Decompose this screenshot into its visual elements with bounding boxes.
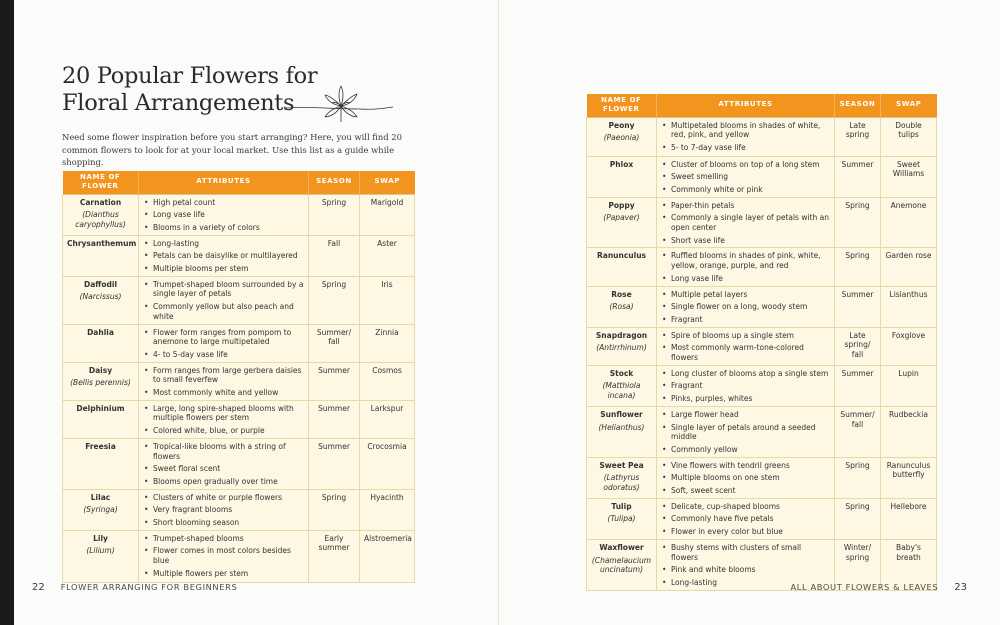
flower-name-cell	[587, 498, 657, 539]
flower-name-cell	[63, 400, 139, 438]
table-row	[63, 362, 415, 400]
attribute-item: • Delicate, cup-shaped blooms	[661, 502, 830, 512]
running-title-right: ALL ABOUT FLOWERS & LEAVES	[790, 582, 939, 592]
swap-cell: Iris	[360, 276, 415, 324]
swap-cell: Zinnia	[360, 324, 415, 362]
flower-name: Poppy	[608, 200, 635, 210]
page-title-line-2: Floral Arrangements	[62, 90, 295, 116]
flower-name: Sweet Pea	[599, 460, 644, 470]
attribute-item: • Most commonly warm-tone-colored flowers	[661, 343, 830, 362]
flowers-table-right	[586, 94, 937, 591]
attributes-list	[143, 280, 304, 322]
season-cell: Summer	[309, 362, 360, 400]
season-cell: Late spring	[835, 117, 881, 156]
flower-name-cell	[587, 156, 657, 197]
attribute-item: • Multiple blooms per stem	[143, 264, 304, 274]
attributes-list	[661, 410, 830, 455]
swap-cell: Lupin	[881, 365, 937, 406]
season-cell: Spring	[309, 276, 360, 324]
season-cell: Summer	[309, 400, 360, 438]
attributes-cell	[139, 530, 309, 582]
attribute-item: • Long vase life	[143, 210, 304, 220]
attributes-cell	[139, 489, 309, 530]
attribute-item: • High petal count	[143, 198, 304, 208]
season-cell: Summer	[835, 156, 881, 197]
attribute-item: • Fragrant	[661, 315, 830, 325]
attribute-item: • Commonly have five petals	[661, 514, 830, 524]
flower-latin-name: (Tulipa)	[607, 514, 636, 524]
flower-name-cell	[63, 324, 139, 362]
flower-name: Sunflower	[600, 409, 643, 419]
attribute-item: • Commonly a single layer of petals with an open center	[661, 213, 830, 232]
table-row	[587, 406, 937, 457]
attribute-item: • Blooms open gradually over time	[143, 477, 304, 487]
swap-cell: Aster	[360, 235, 415, 276]
attributes-cell	[657, 498, 835, 539]
attributes-list	[143, 534, 304, 579]
table-row	[587, 457, 937, 498]
season-cell: Spring	[835, 197, 881, 248]
season-cell: Spring	[835, 457, 881, 498]
flower-name: Ranunculus	[596, 251, 646, 261]
attribute-item: • Colored white, blue, or purple	[143, 426, 304, 436]
page-title-line-1: 20 Popular Flowers for	[62, 63, 318, 89]
attributes-list	[661, 290, 830, 325]
flower-name-cell	[587, 286, 657, 327]
attribute-item: • Blooms in a variety of colors	[143, 223, 304, 233]
season-cell: Spring	[309, 194, 360, 235]
table-row	[63, 324, 415, 362]
flower-name: Stock	[609, 368, 634, 378]
table-row	[587, 156, 937, 197]
table-row	[63, 235, 415, 276]
table-row	[63, 194, 415, 235]
flower-name: Chrysanthemum	[67, 238, 137, 248]
swap-cell: Hellebore	[881, 498, 937, 539]
attribute-item: • Spire of blooms up a single stem	[661, 331, 830, 341]
flower-latin-name: (Dianthus caryophyllus)	[75, 210, 126, 229]
attributes-cell	[139, 362, 309, 400]
attributes-list	[143, 493, 304, 528]
season-cell: Spring	[309, 489, 360, 530]
attributes-list	[661, 251, 830, 283]
flower-name: Delphinium	[76, 403, 125, 413]
flower-name: Rose	[611, 289, 632, 299]
intro-paragraph: Need some flower inspiration before you start arranging? Here, you will find 20 common flowers to look for at your local market. Use this list as a guide while shopping.	[62, 132, 402, 167]
attributes-list	[661, 502, 830, 537]
attributes-list	[661, 201, 830, 246]
season-cell: Spring	[835, 498, 881, 539]
flower-name-cell	[587, 457, 657, 498]
flower-name-cell	[63, 530, 139, 582]
flower-latin-name: (Narcissus)	[79, 292, 122, 302]
flower-name-cell	[587, 117, 657, 156]
table-row	[587, 498, 937, 539]
flower-name: Dahlia	[87, 327, 114, 337]
footer-right	[791, 582, 967, 593]
header-name-of-flower: NAME OF FLOWER	[63, 171, 139, 194]
attribute-item: • Commonly white or pink	[661, 185, 830, 195]
table-row	[63, 276, 415, 324]
attribute-item: • Commonly yellow but also peach and white	[143, 302, 304, 321]
attribute-item: • Soft, sweet scent	[661, 486, 830, 496]
swap-cell: Alstroemeria	[360, 530, 415, 582]
flower-name-cell	[63, 235, 139, 276]
attribute-item: • Cluster of blooms on top of a long stem	[661, 160, 830, 170]
swap-cell: Lisianthus	[881, 286, 937, 327]
attributes-list	[661, 331, 830, 363]
attribute-item: • Sweet smelling	[661, 172, 830, 182]
swap-cell: Hyacinth	[360, 489, 415, 530]
page-number-left: 22	[32, 582, 45, 593]
flower-name: Peony	[608, 120, 635, 130]
attributes-cell	[657, 286, 835, 327]
header-season: SEASON	[309, 171, 360, 194]
attribute-item: • Commonly yellow	[661, 445, 830, 455]
page-title	[62, 63, 317, 117]
attribute-item: • Short vase life	[661, 236, 830, 246]
attributes-cell	[139, 235, 309, 276]
flower-name-cell	[63, 438, 139, 489]
attributes-list	[143, 404, 304, 436]
swap-cell: Double tulips	[881, 117, 937, 156]
attribute-item: • Tropical-like blooms with a string of flowers	[143, 442, 304, 461]
flower-latin-name: (Rosa)	[609, 302, 634, 312]
swap-cell: Cosmos	[360, 362, 415, 400]
flower-latin-name: (Antirrhinum)	[596, 343, 647, 353]
flower-name-cell	[587, 197, 657, 248]
table-row	[587, 248, 937, 286]
header-attributes: ATTRIBUTES	[657, 94, 835, 117]
attribute-item: • Multipetaled blooms in shades of white, red, pink, and yellow	[661, 121, 830, 140]
flower-name: Lilac	[90, 492, 111, 502]
flowers-table-left	[62, 171, 415, 583]
flower-name: Carnation	[79, 197, 122, 207]
header-name-of-flower: NAME OF FLOWER	[587, 94, 657, 117]
footer-left	[32, 582, 237, 593]
attribute-item: • Petals can be daisylike or multilayered	[143, 251, 304, 261]
swap-cell: Crocosmia	[360, 438, 415, 489]
attribute-item: • Ruffled blooms in shades of pink, white, yellow, orange, purple, and red	[661, 251, 830, 270]
flower-name-cell	[587, 327, 657, 365]
attribute-item: • Long cluster of blooms atop a single stem	[661, 369, 830, 379]
attributes-cell	[657, 156, 835, 197]
season-cell: Summer	[309, 438, 360, 489]
attribute-item: • Single layer of petals around a seeded middle	[661, 423, 830, 442]
flower-latin-name: (Lilium)	[86, 546, 115, 556]
attributes-list	[661, 369, 830, 404]
season-cell: Late spring/ fall	[835, 327, 881, 365]
flowers-table-left-body	[63, 194, 415, 582]
attribute-item: • Most commonly white and yellow	[143, 388, 304, 398]
season-cell: Early summer	[309, 530, 360, 582]
attributes-cell	[657, 197, 835, 248]
flower-latin-name: (Syringa)	[83, 505, 118, 515]
attribute-item: • Large flower head	[661, 410, 830, 420]
attribute-item: • Clusters of white or purple flowers	[143, 493, 304, 503]
attribute-item: • Trumpet-shaped bloom surrounded by a single layer of petals	[143, 280, 304, 299]
attribute-item: • Long-lasting	[661, 578, 830, 588]
header-attributes: ATTRIBUTES	[139, 171, 309, 194]
table-row	[587, 327, 937, 365]
swap-cell: Larkspur	[360, 400, 415, 438]
table-row	[587, 365, 937, 406]
attribute-item: • Bushy stems with clusters of small flowers	[661, 543, 830, 562]
attribute-item: • Form ranges from large gerbera daisies to small feverfew	[143, 366, 304, 385]
swap-cell: Sweet Williams	[881, 156, 937, 197]
attribute-item: • 5- to 7-day vase life	[661, 143, 830, 153]
flower-name: Phlox	[609, 159, 634, 169]
flower-latin-name: (Matthiola incana)	[602, 381, 641, 401]
season-cell: Summer	[835, 286, 881, 327]
attribute-item: • Pinks, purples, whites	[661, 394, 830, 404]
attributes-list	[661, 461, 830, 496]
swap-cell: Garden rose	[881, 248, 937, 286]
flower-latin-name: (Helianthus)	[598, 422, 645, 432]
running-title-left: FLOWER ARRANGING FOR BEGINNERS	[60, 582, 238, 592]
table-row	[587, 286, 937, 327]
flower-latin-name: (Bellis perennis)	[70, 378, 131, 388]
flower-name: Waxflower	[599, 542, 644, 552]
swap-cell: Rudbeckia	[881, 406, 937, 457]
table-row	[587, 197, 937, 248]
flower-name-cell	[63, 362, 139, 400]
flower-name: Lily	[93, 533, 108, 543]
attributes-cell	[657, 248, 835, 286]
swap-cell: Ranunculus butterfly	[881, 457, 937, 498]
season-cell: Spring	[835, 248, 881, 286]
header-swap: SWAP	[360, 171, 415, 194]
flower-name: Daisy	[88, 365, 113, 375]
flower-line-drawing-icon	[285, 84, 395, 124]
attributes-cell	[657, 406, 835, 457]
attribute-item: • Long-lasting	[143, 239, 304, 249]
season-cell: Summer/ fall	[835, 406, 881, 457]
attribute-item: • Short blooming season	[143, 518, 304, 528]
attribute-item: • Pink and white blooms	[661, 565, 830, 575]
attribute-item: • Multiple blooms on one stem	[661, 473, 830, 483]
attributes-list	[143, 366, 304, 398]
flower-latin-name: (Lathyrus odoratus)	[603, 473, 640, 493]
season-cell: Winter/ spring	[835, 539, 881, 590]
attributes-list	[143, 198, 304, 233]
flower-latin-name: (Paeonia)	[603, 133, 640, 143]
flower-name-cell	[587, 365, 657, 406]
attributes-cell	[139, 276, 309, 324]
header-season: SEASON	[835, 94, 881, 117]
season-cell: Summer	[835, 365, 881, 406]
attribute-item: • Long vase life	[661, 274, 830, 284]
page-number-right: 23	[954, 582, 967, 593]
flower-name: Snapdragon	[595, 330, 648, 340]
flower-name: Tulip	[611, 501, 632, 511]
table-row	[63, 489, 415, 530]
attribute-item: • Trumpet-shaped blooms	[143, 534, 304, 544]
attribute-item: • Multiple petal layers	[661, 290, 830, 300]
page-spine	[498, 0, 499, 625]
attribute-item: • Vine flowers with tendril greens	[661, 461, 830, 471]
swap-cell: Anemone	[881, 197, 937, 248]
flower-name-cell	[63, 276, 139, 324]
flower-latin-name: (Papaver)	[603, 213, 640, 223]
flower-name: Freesia	[85, 441, 116, 451]
attributes-list	[661, 160, 830, 195]
attributes-list	[143, 442, 304, 487]
swap-cell: Marigold	[360, 194, 415, 235]
attributes-cell	[139, 438, 309, 489]
attribute-item: • Multiple flowers per stem	[143, 569, 304, 579]
attribute-item: • Fragrant	[661, 381, 830, 391]
attributes-cell	[657, 365, 835, 406]
attributes-list	[661, 121, 830, 153]
attributes-cell	[657, 117, 835, 156]
table-row	[63, 400, 415, 438]
attributes-cell	[139, 194, 309, 235]
attributes-cell	[657, 457, 835, 498]
swap-cell: Baby's breath	[881, 539, 937, 590]
page-edge	[0, 0, 14, 625]
flower-latin-name: (Chamelaucium uncinatum)	[591, 555, 652, 575]
attribute-item: • Flower form ranges from pompom to anemone to large multipetaled	[143, 328, 304, 347]
attribute-item: • Very fragrant blooms	[143, 505, 304, 515]
attributes-cell	[139, 324, 309, 362]
attribute-item: • Single flower on a long, woody stem	[661, 302, 830, 312]
attribute-item: • Paper-thin petals	[661, 201, 830, 211]
flower-name: Daffodil	[83, 279, 118, 289]
flower-name-cell	[587, 406, 657, 457]
table-row	[63, 530, 415, 582]
swap-cell: Foxglove	[881, 327, 937, 365]
flower-name-cell	[63, 194, 139, 235]
season-cell: Summer/ fall	[309, 324, 360, 362]
attributes-list	[143, 239, 304, 274]
table-header-row	[63, 171, 415, 194]
table-row	[587, 117, 937, 156]
flowers-table-right-body	[587, 117, 937, 590]
attribute-item: • Large, long spire-shaped blooms with multiple flowers per stem	[143, 404, 304, 423]
table-header-row	[587, 94, 937, 117]
table-row	[63, 438, 415, 489]
attribute-item: • Flower in every color but blue	[661, 527, 830, 537]
flower-name-cell	[587, 248, 657, 286]
attributes-list	[661, 543, 830, 588]
attribute-item: • Flower comes in most colors besides blue	[143, 546, 304, 565]
season-cell: Fall	[309, 235, 360, 276]
attribute-item: • 4- to 5-day vase life	[143, 350, 304, 360]
attributes-cell	[139, 400, 309, 438]
attributes-list	[143, 328, 304, 360]
attribute-item: • Sweet floral scent	[143, 464, 304, 474]
attributes-cell	[657, 327, 835, 365]
flower-name-cell	[587, 539, 657, 590]
header-swap: SWAP	[881, 94, 937, 117]
flower-name-cell	[63, 489, 139, 530]
